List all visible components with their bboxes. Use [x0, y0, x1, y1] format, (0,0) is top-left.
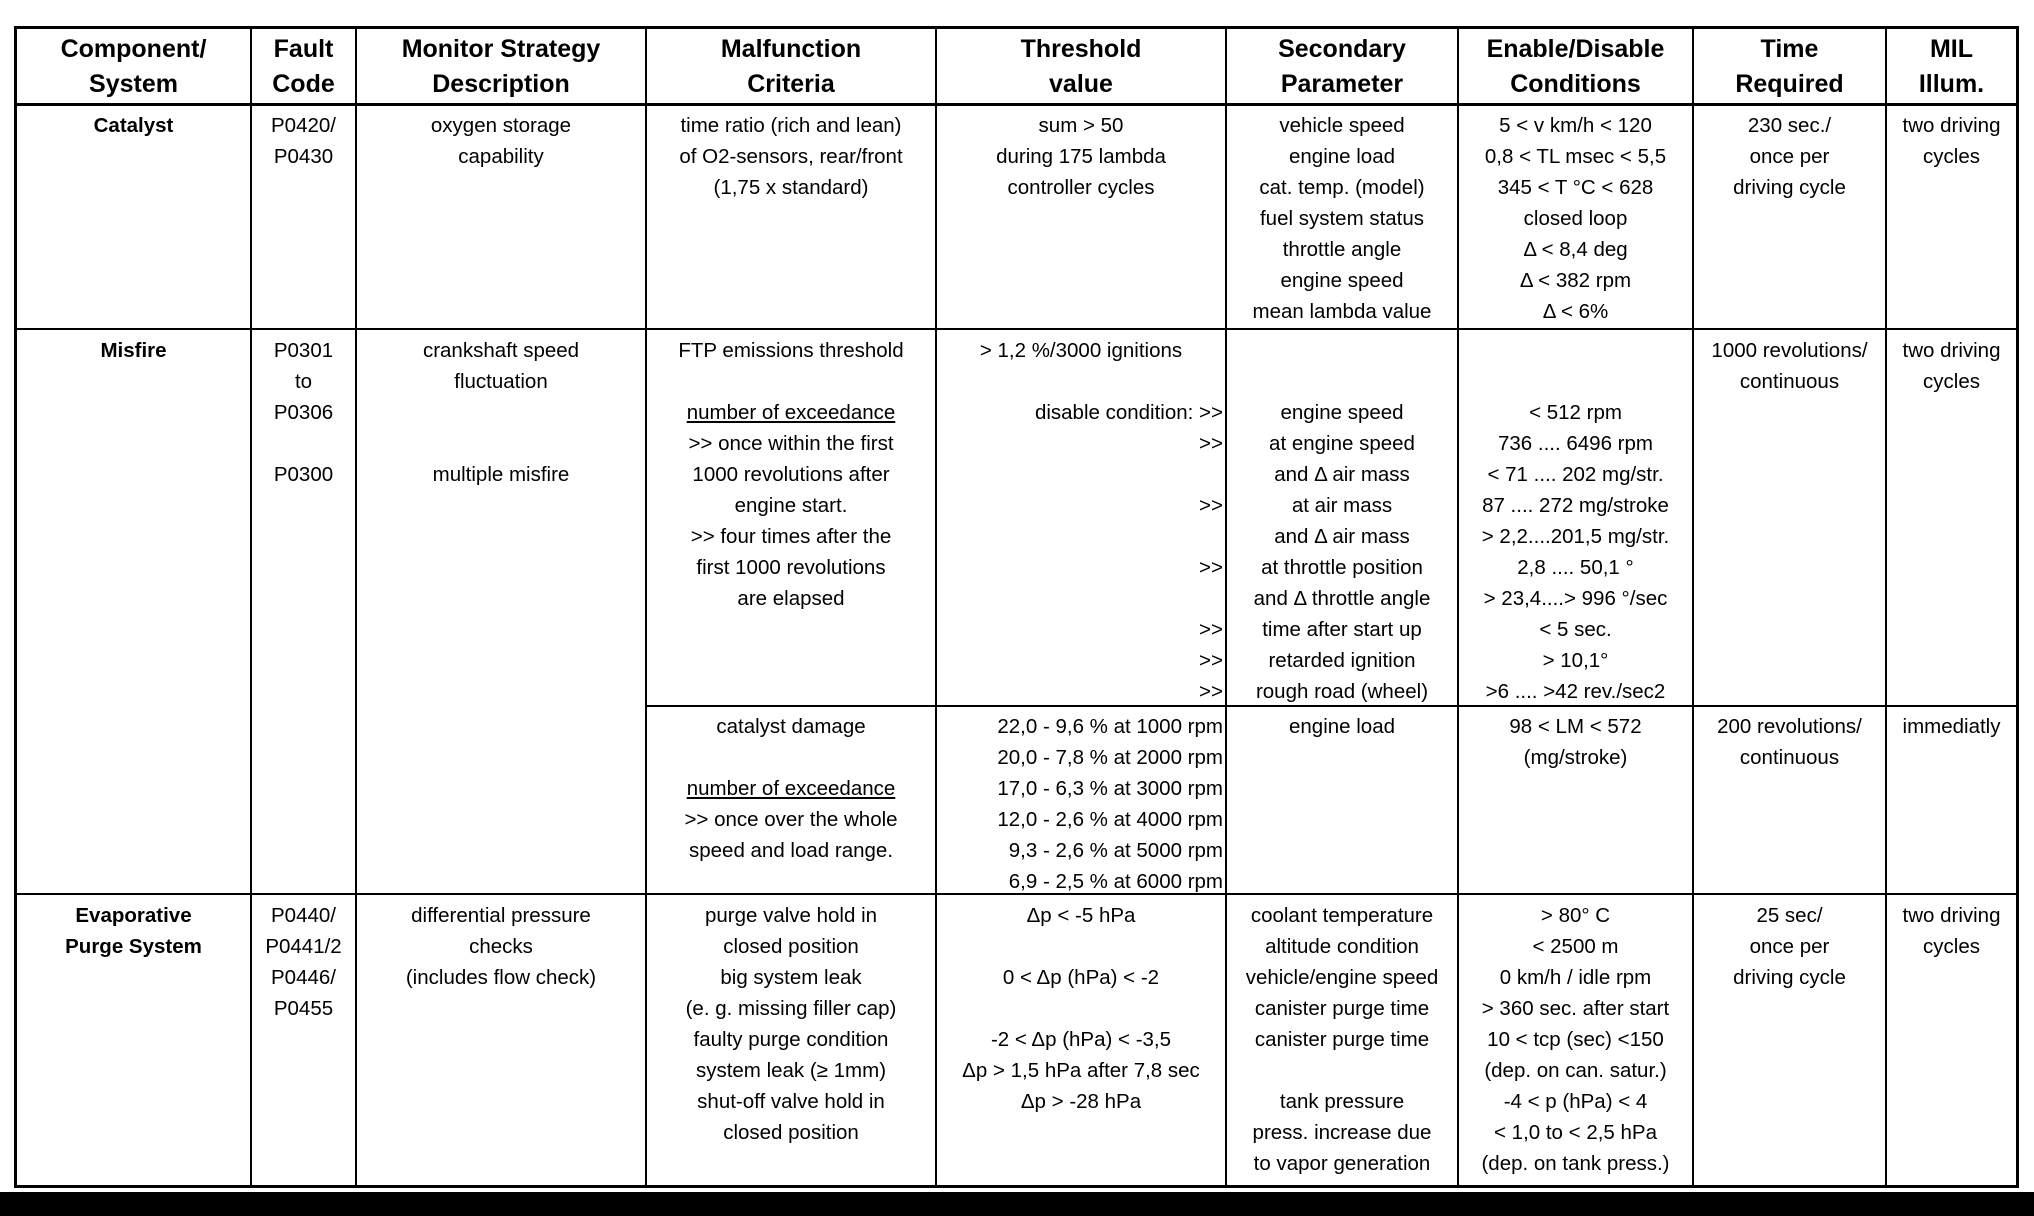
secondary-text: to vapor generation — [1253, 1152, 1431, 1175]
secondary-text: at air mass — [1291, 494, 1393, 517]
enable-text: < 512 rpm — [1529, 401, 1622, 424]
threshold-marker: >> — [1199, 649, 1223, 672]
header-line: MIL — [1929, 35, 1974, 63]
malfunction-heading: number of exceedance — [686, 777, 896, 800]
threshold-text: Δp > 1,5 hPa after 7,8 sec — [962, 1059, 1200, 1082]
secondary-text: retarded ignition — [1268, 649, 1416, 672]
time-text: 200 revolutions/ — [1717, 715, 1862, 738]
monitor-text: (includes flow check) — [405, 966, 597, 989]
enable-text: > 360 sec. after start — [1481, 997, 1670, 1020]
secondary-text: fuel system status — [1259, 207, 1425, 230]
row-divider — [17, 103, 2016, 106]
malfunction-text: >> once over the whole — [684, 808, 898, 831]
fault-code: P0441/2 — [265, 935, 342, 958]
fault-code: P0440/ — [271, 904, 336, 927]
header-component — [17, 32, 250, 102]
monitor-text: checks — [469, 935, 533, 958]
mil-text: cycles — [1923, 935, 1980, 958]
secondary-text: rough road (wheel) — [1255, 680, 1429, 703]
secondary-text: at engine speed — [1269, 432, 1415, 455]
fault-code: P0446/ — [271, 966, 336, 989]
threshold-text: -2 < Δp (hPa) < -3,5 — [990, 1028, 1172, 1051]
malfunction-text: of O2-sensors, rear/front — [679, 145, 903, 168]
enable-text: (dep. on can. satur.) — [1484, 1059, 1667, 1082]
enable-text: 345 < T °C < 628 — [1497, 176, 1654, 199]
secondary-text: tank pressure — [1279, 1090, 1405, 1113]
malfunction-text: faulty purge condition — [693, 1028, 889, 1051]
malfunction-text: (1,75 x standard) — [713, 176, 869, 199]
threshold-text: Δp > -28 hPa — [1020, 1090, 1142, 1113]
threshold-marker: >> — [1199, 432, 1223, 455]
secondary-text: canister purge time — [1254, 1028, 1430, 1051]
enable-text: (dep. on tank press.) — [1481, 1152, 1670, 1175]
secondary-text: engine load — [1288, 715, 1395, 738]
enable-text: < 1,0 to < 2,5 hPa — [1494, 1121, 1657, 1144]
enable-text: Δ < 382 rpm — [1519, 269, 1632, 292]
enable-text: > 2,2....201,5 mg/str. — [1481, 525, 1670, 548]
threshold-marker: >> — [1199, 680, 1223, 703]
enable-text: 5 < v km/h < 120 — [1499, 114, 1652, 137]
mil-text: cycles — [1923, 145, 1980, 168]
header-line: System — [89, 70, 178, 98]
header-mil — [1887, 32, 2016, 102]
enable-text: 0 km/h / idle rpm — [1499, 966, 1652, 989]
malfunction-text: system leak (≥ 1mm) — [695, 1059, 887, 1082]
malfunction-text: 1000 revolutions after — [692, 463, 890, 486]
fault-code: P0300 — [273, 463, 334, 486]
malfunction-text: catalyst damage — [716, 715, 866, 738]
header-line: Enable/Disable — [1486, 35, 1665, 63]
header-line: Required — [1735, 70, 1844, 98]
secondary-text: cat. temp. (model) — [1259, 176, 1425, 199]
time-text: continuous — [1739, 746, 1840, 769]
enable-text: 0,8 < TL msec < 5,5 — [1484, 145, 1667, 168]
threshold-text: > 1,2 %/3000 ignitions — [979, 339, 1183, 362]
header-line: Illum. — [1918, 70, 1985, 98]
time-text: 25 sec/ — [1756, 904, 1823, 927]
component-name: Purge System — [65, 935, 202, 958]
fault-code: P0455 — [273, 997, 334, 1020]
monitor-text: multiple misfire — [432, 463, 570, 486]
secondary-text: coolant temperature — [1250, 904, 1434, 927]
secondary-text: at throttle position — [1261, 556, 1423, 579]
secondary-text: altitude condition — [1265, 935, 1419, 958]
malfunction-text: engine start. — [734, 494, 848, 517]
malfunction-text: >> once within the first — [688, 432, 894, 455]
secondary-text: and Δ air mass — [1274, 463, 1410, 486]
enable-text: > 23,4....> 996 °/sec — [1483, 587, 1668, 610]
threshold-text: 22,0 - 9,6 % at 1000 rpm — [997, 715, 1223, 738]
column-divider — [1885, 28, 1887, 1186]
fault-code: P0420/ — [271, 114, 336, 137]
secondary-text: canister purge time — [1254, 997, 1430, 1020]
threshold-text: Δp < -5 hPa — [1026, 904, 1136, 927]
mil-text: two driving — [1902, 904, 2001, 927]
header-line: Threshold — [1020, 35, 1142, 63]
monitor-text: capability — [458, 145, 544, 168]
malfunction-text: closed position — [723, 1121, 859, 1144]
secondary-text: engine speed — [1280, 401, 1404, 424]
enable-text: < 5 sec. — [1539, 618, 1612, 641]
threshold-marker: >> — [1199, 556, 1223, 579]
threshold-text: 0 < Δp (hPa) < -2 — [1002, 966, 1160, 989]
scan-bottom-bar — [0, 1192, 2034, 1216]
enable-text: >6 .... >42 rev./sec2 — [1485, 680, 1666, 703]
secondary-text: time after start up — [1262, 618, 1422, 641]
header-line: value — [1049, 70, 1113, 98]
malfunction-text: shut-off valve hold in — [697, 1090, 885, 1113]
malfunction-text: FTP emissions threshold — [678, 339, 904, 362]
secondary-text: engine speed — [1280, 269, 1404, 292]
enable-text: 2,8 .... 50,1 ° — [1517, 556, 1634, 579]
enable-text: < 71 .... 202 mg/str. — [1487, 463, 1664, 486]
threshold-text: 20,0 - 7,8 % at 2000 rpm — [997, 746, 1223, 769]
malfunction-text: (e. g. missing filler cap) — [685, 997, 897, 1020]
mil-text: cycles — [1923, 370, 1980, 393]
time-text: 230 sec./ — [1747, 114, 1832, 137]
threshold-text: 12,0 - 2,6 % at 4000 rpm — [997, 808, 1223, 831]
component-name: Catalyst — [93, 114, 174, 137]
malfunction-heading: number of exceedance — [686, 401, 896, 424]
secondary-text: mean lambda value — [1252, 300, 1432, 323]
threshold-text: controller cycles — [1007, 176, 1155, 199]
time-text: driving cycle — [1733, 966, 1846, 989]
enable-text: 98 < LM < 572 — [1509, 715, 1642, 738]
fault-code: P0301 — [273, 339, 334, 362]
enable-text: 736 .... 6496 rpm — [1498, 432, 1653, 455]
malfunction-text: closed position — [723, 935, 859, 958]
header-line: Monitor Strategy — [401, 35, 601, 63]
malfunction-text: speed and load range. — [688, 839, 894, 862]
threshold-text: 6,9 - 2,5 % at 6000 rpm — [1008, 870, 1223, 893]
header-line: Code — [272, 70, 335, 98]
threshold-text: during 175 lambda — [996, 145, 1166, 168]
monitor-text: differential pressure — [411, 904, 591, 927]
header-monitor — [357, 32, 645, 102]
enable-text: < 2500 m — [1532, 935, 1619, 958]
secondary-text: engine load — [1288, 145, 1395, 168]
component-name: Evaporative — [75, 904, 192, 927]
time-text: continuous — [1739, 370, 1840, 393]
secondary-text: vehicle speed — [1279, 114, 1405, 137]
mil-text: two driving — [1902, 339, 2001, 362]
header-line: Component/ — [60, 35, 207, 63]
fault-code: P0430 — [273, 145, 334, 168]
enable-text: 10 < tcp (sec) <150 — [1487, 1028, 1664, 1051]
malfunction-text: >> four times after the — [690, 525, 892, 548]
header-secondary — [1227, 32, 1457, 102]
enable-text: (mg/stroke) — [1523, 746, 1628, 769]
secondary-text: press. increase due — [1252, 1121, 1432, 1144]
malfunction-text: purge valve hold in — [704, 904, 878, 927]
column-divider — [355, 28, 357, 1186]
time-text: once per — [1749, 935, 1830, 958]
header-line: Malfunction — [720, 35, 862, 63]
header-fault_code — [252, 32, 355, 102]
malfunction-text: time ratio (rich and lean) — [680, 114, 902, 137]
header-time — [1694, 32, 1885, 102]
malfunction-text: first 1000 revolutions — [696, 556, 886, 579]
enable-text: > 10,1° — [1542, 649, 1609, 672]
row-divider — [17, 328, 2016, 330]
mil-text: two driving — [1902, 114, 2001, 137]
enable-text: closed loop — [1523, 207, 1628, 230]
enable-text: Δ < 8,4 deg — [1523, 238, 1628, 261]
header-line: Time — [1760, 35, 1819, 63]
header-line: Conditions — [1510, 70, 1641, 98]
header-enable — [1459, 32, 1692, 102]
header-line: Secondary — [1278, 35, 1406, 63]
threshold-text: 17,0 - 6,3 % at 3000 rpm — [997, 777, 1223, 800]
mil-text: immediatly — [1902, 715, 2001, 738]
enable-text: 87 .... 272 mg/stroke — [1482, 494, 1669, 517]
monitor-text: crankshaft speed — [422, 339, 580, 362]
monitor-text: fluctuation — [454, 370, 548, 393]
threshold-text: 9,3 - 2,6 % at 5000 rpm — [1008, 839, 1223, 862]
header-line: Fault — [273, 35, 334, 63]
header-line: Parameter — [1280, 70, 1404, 98]
header-line: Description — [432, 70, 570, 98]
time-text: driving cycle — [1733, 176, 1846, 199]
malfunction-text: big system leak — [720, 966, 862, 989]
threshold-marker: >> — [1199, 494, 1223, 517]
secondary-text: throttle angle — [1282, 238, 1402, 261]
secondary-text: and Δ throttle angle — [1253, 587, 1431, 610]
enable-text: -4 < p (hPa) < 4 — [1503, 1090, 1648, 1113]
malfunction-text: are elapsed — [737, 587, 845, 610]
header-line: Criteria — [747, 70, 835, 98]
enable-text: > 80° C — [1540, 904, 1611, 927]
time-text: 1000 revolutions/ — [1711, 339, 1868, 362]
secondary-text: vehicle/engine speed — [1245, 966, 1439, 989]
header-threshold — [937, 32, 1225, 102]
component-name: Misfire — [100, 339, 167, 362]
threshold-marker: disable condition: >> — [1034, 401, 1223, 424]
fault-code: to — [294, 370, 313, 393]
monitor-text: oxygen storage — [430, 114, 572, 137]
secondary-text: and Δ air mass — [1274, 525, 1410, 548]
enable-text: Δ < 6% — [1542, 300, 1609, 323]
threshold-text: sum > 50 — [1038, 114, 1124, 137]
threshold-marker: >> — [1199, 618, 1223, 641]
header-malfunction — [647, 32, 935, 102]
fault-code: P0306 — [273, 401, 334, 424]
time-text: once per — [1749, 145, 1830, 168]
